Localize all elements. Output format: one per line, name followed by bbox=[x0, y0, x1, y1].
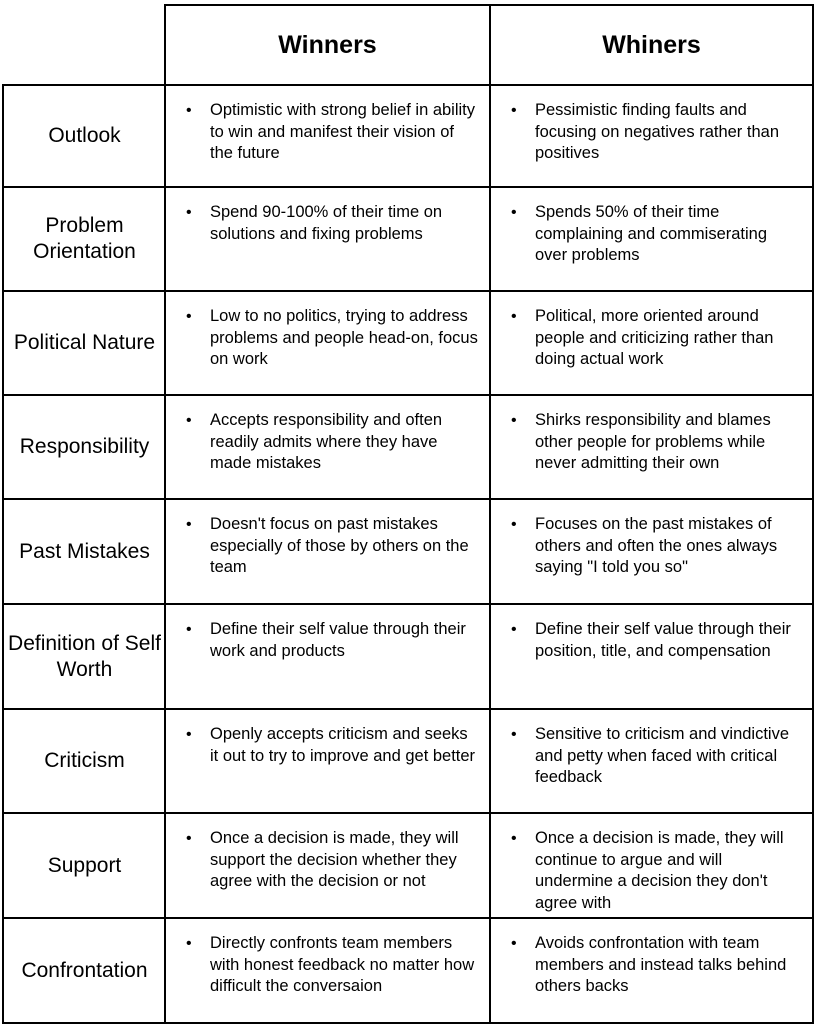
whiners-cell bbox=[489, 394, 814, 500]
header-whiners bbox=[489, 4, 814, 86]
row-label-cell bbox=[2, 708, 167, 814]
row-label-cell bbox=[2, 290, 167, 396]
winners-cell bbox=[164, 290, 491, 396]
bullet-icon: • bbox=[186, 308, 192, 325]
bullet-icon: • bbox=[511, 412, 517, 429]
row-label: Criticism bbox=[44, 749, 125, 772]
whiners-text: Political, more oriented around people and criticizing rather than doing actual work bbox=[535, 307, 774, 369]
whiners-cell bbox=[489, 290, 814, 396]
row-label: Political Nature bbox=[13, 331, 156, 354]
row-label: Outlook bbox=[48, 124, 121, 147]
row-label-cell bbox=[2, 603, 167, 710]
bullet-item bbox=[511, 724, 802, 789]
winners-cell bbox=[164, 708, 491, 814]
bullet-item bbox=[511, 514, 802, 579]
bullet-icon: • bbox=[186, 935, 192, 952]
winners-text: Openly accepts criticism and seeks it out to try to improve and get better bbox=[210, 725, 476, 765]
winners-cell bbox=[164, 603, 491, 710]
bullet-icon: • bbox=[186, 102, 192, 119]
whiners-text: Once a decision is made, they will continue to argue and will undermine a decision they don't agree with bbox=[535, 829, 784, 912]
header-winners-label: Winners bbox=[278, 30, 377, 59]
bullet-icon: • bbox=[186, 621, 192, 638]
winners-cell bbox=[164, 84, 491, 188]
row-label-cell bbox=[2, 917, 167, 1024]
whiners-cell bbox=[489, 186, 814, 292]
row-label: Responsibility bbox=[19, 435, 150, 458]
row-label-cell bbox=[2, 498, 167, 605]
winners-cell bbox=[164, 917, 491, 1024]
bullet-item bbox=[186, 514, 479, 579]
bullet-item bbox=[511, 828, 802, 914]
bullet-icon: • bbox=[511, 516, 517, 533]
bullet-icon: • bbox=[186, 830, 192, 847]
header-whiners-label: Whiners bbox=[602, 30, 701, 59]
bullet-item bbox=[186, 828, 479, 893]
whiners-text: Define their self value through their position, title, and compensation bbox=[535, 620, 791, 660]
bullet-icon: • bbox=[511, 102, 517, 119]
row-label-cell bbox=[2, 812, 167, 919]
whiners-cell bbox=[489, 498, 814, 605]
row-label-cell bbox=[2, 186, 167, 292]
bullet-item bbox=[511, 619, 802, 662]
bullet-item bbox=[511, 933, 802, 998]
whiners-cell bbox=[489, 84, 814, 188]
bullet-icon: • bbox=[511, 726, 517, 743]
whiners-cell bbox=[489, 812, 814, 919]
whiners-text: Spends 50% of their time complaining and commiserating over problems bbox=[535, 203, 768, 265]
whiners-text: Shirks responsibility and blames other people for problems while never admitting their own bbox=[535, 411, 771, 473]
whiners-cell bbox=[489, 917, 814, 1024]
whiners-cell bbox=[489, 708, 814, 814]
bullet-icon: • bbox=[511, 830, 517, 847]
bullet-item bbox=[511, 306, 802, 371]
whiners-text: Avoids confrontation with team members and instead talks behind others backs bbox=[535, 934, 787, 996]
bullet-item bbox=[511, 410, 802, 475]
bullet-icon: • bbox=[511, 621, 517, 638]
bullet-item bbox=[511, 100, 802, 165]
winners-text: Define their self value through their work and products bbox=[210, 620, 466, 660]
whiners-text: Sensitive to criticism and vindictive and petty when faced with critical feedback bbox=[535, 725, 790, 787]
bullet-icon: • bbox=[186, 516, 192, 533]
winners-text: Accepts responsibility and often readily admits where they have made mistakes bbox=[210, 411, 443, 473]
row-label: Problem Orientation bbox=[33, 214, 136, 263]
bullet-item bbox=[186, 410, 479, 475]
winners-cell bbox=[164, 186, 491, 292]
row-label: Confrontation bbox=[21, 958, 148, 982]
bullet-item bbox=[186, 724, 479, 767]
whiners-text: Focuses on the past mistakes of others and often the ones always saying "I told you so" bbox=[535, 515, 778, 577]
bullet-item bbox=[186, 306, 479, 371]
winners-text: Optimistic with strong belief in ability to win and manifest their vision of the future bbox=[210, 101, 476, 163]
winners-text: Once a decision is made, they will support the decision whether they agree with the decision or not bbox=[210, 829, 459, 891]
whiners-cell bbox=[489, 603, 814, 710]
bullet-icon: • bbox=[511, 308, 517, 325]
row-label-cell bbox=[2, 394, 167, 500]
winners-text: Doesn't focus on past mistakes especially of those by others on the team bbox=[210, 515, 469, 577]
bullet-item bbox=[186, 933, 479, 998]
bullet-icon: • bbox=[186, 412, 192, 429]
row-label: Past Mistakes bbox=[19, 539, 150, 563]
winners-cell bbox=[164, 812, 491, 919]
bullet-item bbox=[511, 202, 802, 267]
row-label-cell bbox=[2, 84, 167, 188]
winners-text: Spend 90-100% of their time on solutions and fixing problems bbox=[210, 203, 443, 243]
bullet-item bbox=[186, 100, 479, 165]
row-label: Definition of Self Worth bbox=[8, 631, 161, 681]
bullet-icon: • bbox=[186, 204, 192, 221]
bullet-icon: • bbox=[186, 726, 192, 743]
winners-text: Directly confronts team members with honest feedback no matter how difficult the conversaion bbox=[210, 934, 475, 996]
winners-cell bbox=[164, 498, 491, 605]
header-winners bbox=[164, 4, 491, 86]
bullet-icon: • bbox=[511, 204, 517, 221]
whiners-text: Pessimistic finding faults and focusing on negatives rather than positives bbox=[535, 101, 779, 163]
row-label: Support bbox=[47, 853, 122, 877]
bullet-icon: • bbox=[511, 935, 517, 952]
bullet-item bbox=[186, 202, 479, 245]
bullet-item bbox=[186, 619, 479, 662]
winners-text: Low to no politics, trying to address problems and people head-on, focus on work bbox=[210, 307, 478, 369]
winners-cell bbox=[164, 394, 491, 500]
